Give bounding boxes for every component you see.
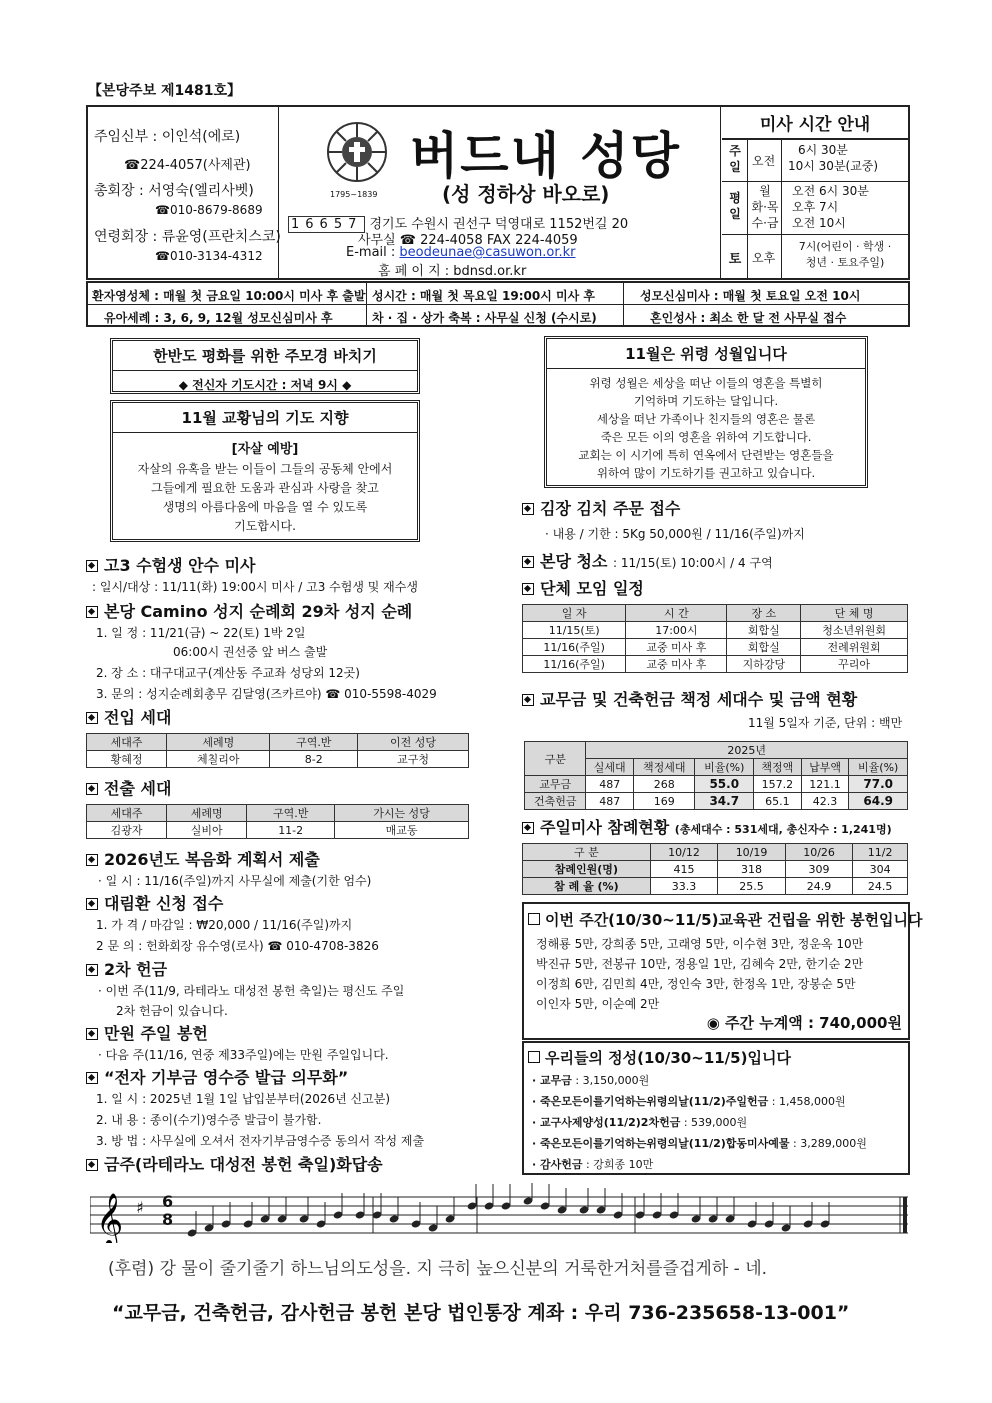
youth-info: 연령회장 : 류윤영(프란치스코) — [94, 229, 281, 245]
camino-line-1: 1. 일 정 : 11/21(금) ~ 22(토) 1박 2일 — [96, 626, 306, 640]
souls-text: 위령 성월은 세상을 떠난 이들의 영혼을 특별히 기억하며 기도하는 달입니다. 세상을 떠난 가족이나 친지들의 영혼은 물론 죽은 모든 이의 영혼을 위하여 기도합니다. 교회는 이 시기에 특히 연옥에서 단련받는 영혼들을 위하여 많이 기도하기를 권고하고 있습니다. — [578, 376, 834, 480]
info-marian-mass: 성모신심미사 : 매월 첫 토요일 오전 10시 — [640, 289, 861, 303]
exam-mass-heading: 고3 수험생 안수 미사 — [86, 553, 256, 576]
dues-table: 구분 2025년 실세대 책정세대 비율(%) 책정액 납부액 비율(%) 교무금 487 268 55.0 157.2 121.1 77.0 건축헌금 487 169 34.7 65.1 42.3 64.9 — [524, 741, 908, 810]
attendance-table: 구 분 10/12 10/19 10/26 11/2 참례인원(명) 415 318 309 304 참 례 율 (%) 33.3 25.5 24.9 24.5 — [522, 843, 908, 895]
info-marriage: 혼인성사 : 최소 한 달 전 사무실 접수 — [650, 311, 847, 325]
chair-phone: ☎010-8679-8689 — [155, 203, 263, 217]
zip-code: 16657 — [288, 216, 365, 233]
advent-wreath-heading: 대림환 신청 접수 — [86, 891, 223, 914]
mass-times-title: 미사 시간 안내 — [722, 110, 908, 140]
offerings-box — [522, 1041, 910, 1175]
info-holy-hour: 성시간 : 매월 첫 목요일 19:00시 미사 후 — [372, 289, 595, 303]
building-donation-box — [522, 902, 923, 1040]
pope-intention-box — [110, 400, 420, 542]
bank-account-footer: “교무금, 건축헌금, 감사헌금 봉헌 본당 법인통장 계좌 : 우리 736-235658-13-001” — [112, 1302, 850, 1324]
second-collection-heading: 2차 헌금 — [86, 957, 167, 980]
list-item: · 죽은모든이를기억하는위령의날(11/2)합동미사예물 : 3,289,000원 — [532, 1137, 867, 1150]
pope-sub: [자살 예방] — [231, 442, 299, 457]
saturday-pm: 오후 — [752, 251, 776, 265]
manwon-text: · 다음 주(11/16, 연중 제33주일)에는 만원 주일입니다. — [98, 1048, 389, 1062]
info-sick-communion: 환자영성체 : 매월 첫 금요일 10:00시 미사 후 출발 — [92, 289, 366, 303]
table-row: 참례인원(명) 415 318 309 304 — [523, 861, 908, 878]
moveout-heading: 전출 세대 — [86, 776, 171, 799]
weekday-days: 월 화·목 수·금 — [751, 184, 779, 230]
info-infant-baptism: 유아세례 : 3, 6, 9, 12월 성모신심미사 후 — [104, 311, 333, 325]
kimchi-text: · 내용 / 기한 : 5Kg 50,000원 / 11/16(주일)까지 — [545, 527, 805, 541]
address: 16657 경기도 수원시 권선구 덕영대로 1152번길 20 — [288, 213, 628, 232]
group-schedule-heading: 단체 모임 일정 — [522, 576, 644, 599]
chair-info: 총회장 : 서영숙(엘리사벳) — [94, 183, 254, 199]
table-row: 참 례 율 (%) 33.3 25.5 24.9 24.5 — [523, 878, 908, 895]
sunday-am: 오전 — [752, 154, 776, 168]
kimchi-heading: 김장 김치 주문 접수 — [522, 496, 680, 519]
camino-line-2: 06:00시 권선중 앞 버스 출발 — [173, 645, 328, 659]
info-blessing: 차 · 집 · 상가 축복 : 사무실 신청 (수시로) — [372, 311, 597, 325]
second-line-2: 2차 헌금이 있습니다. — [116, 1004, 228, 1018]
offerings-heading: 우리들의 정성(10/30~11/5)입니다 — [528, 1047, 908, 1068]
church-logo-icon — [322, 120, 392, 190]
building-heading: 이번 주간(10/30~11/5)교육관 건립을 위한 봉헌입니다 — [528, 909, 908, 930]
psalm-heading: 금주(라테라노 대성전 봉헌 축일)화답송 — [86, 1152, 383, 1175]
table-row: 11/16(주일) 교중 미사 후 지하강당 꾸리아 — [523, 656, 908, 673]
building-donors: 정해룡 5만, 강희종 5만, 고래영 5만, 이수현 3만, 정운옥 10만 박진규 5만, 전봉규 10만, 정용일 1만, 김혜숙 2만, 한기순 2만 이정희 6만, 김민희 4만, 정인숙 3만, 한정옥 1만, 장봉순 5만 이인자 5만, 이순예 2만 — [536, 937, 864, 1011]
dues-heading: 교무금 및 건축헌금 책정 세대수 및 금액 현황 — [522, 687, 857, 710]
email-link[interactable]: beodeunae@casuwon.or.kr — [399, 245, 576, 260]
receipt-line-3: 3. 방 법 : 사무실에 오셔서 전자기부금영수증 동의서 작성 제출 — [96, 1134, 425, 1148]
peace-title: 한반도 평화를 위한 주모경 바치기 — [113, 345, 417, 371]
email-line: E-mail : beodeunae@casuwon.or.kr — [346, 245, 576, 260]
plan-heading: 2026년도 복음화 계획서 제출 — [86, 847, 320, 870]
svg-text:♯: ♯ — [136, 1198, 144, 1217]
table-row: 11/16(주일) 교중 미사 후 회합실 전례위원회 — [523, 639, 908, 656]
exam-mass-text: : 일시/대상 : 11/11(화) 19:00시 미사 / 고3 수험생 및 재수생 — [92, 580, 418, 594]
cleaning-heading: 본당 청소 : 11/15(토) 10:00시 / 4 구역 — [522, 549, 773, 572]
homepage[interactable]: 홈 페 이 지 : bdnsd.or.kr — [378, 264, 527, 279]
sunday-times: 6시 30분 10시 30분(교중) — [788, 143, 879, 173]
advent-line-2: 2 문 의 : 헌화회장 유수영(로사) ☎ 010-4708-3826 — [96, 939, 379, 953]
dues-note: 11월 5일자 기준, 단위 : 백만 — [748, 716, 903, 730]
manwon-heading: 만원 주일 봉헌 — [86, 1021, 208, 1044]
saturday-times: 7시(어린이 · 학생 · 청년 · 토요주일) — [798, 240, 892, 269]
peace-prayer-box — [110, 338, 420, 394]
youth-phone: ☎010-3134-4312 — [155, 249, 263, 263]
table-row: 11/15(토) 17:00시 회합실 청소년위원회 — [523, 622, 908, 639]
camino-line-3: 2. 장 소 : 대구대교구(계산동 주교좌 성당외 12곳) — [96, 666, 360, 680]
saturday-label: 토 — [728, 252, 742, 267]
movein-table: 세대주 세례명 구역.반 이전 성당 황혜정 체칠리아 8-2 교구청 — [86, 733, 469, 768]
weekday-times: 오전 6시 30분 오후 7시 오전 10시 — [792, 184, 869, 230]
peace-sub: ◆ 전신자 기도시간 : 저녁 9시 ◆ — [178, 378, 352, 392]
advent-line-1: 1. 가 격 / 마감일 : ₩20,000 / 11/16(주일)까지 — [96, 918, 353, 932]
table-row: 김광자 실비아 11-2 매교동 — [87, 822, 469, 839]
list-item: · 교구사제양성(11/2)2차헌금 : 539,000원 — [532, 1116, 748, 1129]
weekday-label: 평일 — [729, 191, 741, 221]
group-schedule-table: 일 자 시 간 장 소 단 체 명 11/15(토) 17:00시 회합실 청소년위원회 11/16(주일) 교중 미사 후 회합실 전례위원회 11/16(주일) 교중 미사 후 지하강당 꾸리아 — [522, 604, 908, 673]
psalm-lyrics: (후렴) 강 물이 줄기줄기 하느님의도성을. 지 극히 높으신분의 거룩한거처를즐겁게하 - 네. — [108, 1259, 768, 1279]
attendance-heading: 주일미사 참례현황 (총세대수 : 531세대, 총신자수 : 1,241명) — [522, 815, 892, 838]
camino-line-4: 3. 문의 : 성지순례회총무 김달영(즈카르야) ☎ 010-5598-4029 — [96, 687, 437, 701]
receipt-heading: “전자 기부금 영수증 발급 의무화” — [86, 1065, 348, 1088]
receipt-line-1: 1. 일 시 : 2025년 1월 1일 납입분부터(2026년 신고분) — [96, 1092, 391, 1106]
offerings-list — [532, 1070, 908, 1175]
receipt-line-2: 2. 내 용 : 종이(수기)영수증 발급이 불가함. — [96, 1113, 322, 1127]
church-name: 버드내 성당 — [410, 127, 681, 185]
office-phone: 사무실 ☎ 224-4058 FAX 224-4059 — [358, 233, 578, 248]
table-row: 교무금 487 268 55.0 157.2 121.1 77.0 — [525, 776, 908, 793]
list-item: · 감사헌금 : 강희종 10만 — [532, 1158, 654, 1171]
camino-heading: 본당 Camino 성지 순례회 29차 성지 순례 — [86, 599, 412, 622]
sunday-label: 주일 — [729, 144, 741, 174]
time-signature: 6 8 — [162, 1192, 174, 1229]
plan-text: · 일 시 : 11/16(주일)까지 사무실에 제출(기한 엄수) — [98, 874, 372, 888]
building-total: ◉ 주간 누계액 : 740,000원 — [706, 1014, 902, 1032]
bulletin-number: 【본당주보 제1481호】 — [88, 83, 241, 99]
moveout-table: 세대주 세례명 구역.반 가시는 성당 김광자 실비아 11-2 매교동 — [86, 804, 469, 839]
souls-title: 11월은 위령 성월입니다 — [547, 343, 865, 369]
movein-heading: 전입 세대 — [86, 705, 171, 728]
music-staff — [90, 1183, 910, 1243]
table-row: 황혜정 체칠리아 8-2 교구청 — [87, 751, 469, 768]
pope-title: 11월 교황님의 기도 지향 — [113, 407, 417, 433]
treble-clef-icon: 𝄞 — [96, 1192, 124, 1243]
list-item: · 교무금 : 3,150,000원 — [532, 1074, 650, 1087]
priest-info: 주임신부 : 이인석(에로) — [94, 129, 241, 145]
list-item: · 죽은모든이를기억하는위령의날(11/2)주일헌금 : 1,458,000원 — [532, 1095, 846, 1108]
souls-month-box — [544, 336, 868, 488]
patron-name: (성 정하상 바오로) — [442, 182, 610, 206]
table-row: 건축헌금 487 169 34.7 65.1 42.3 64.9 — [525, 793, 908, 810]
logo-year: 1795~1839 — [330, 190, 378, 199]
second-line-1: · 이번 주(11/9, 라테라노 대성전 봉헌 축일)는 평신도 주일 — [98, 984, 405, 998]
pope-text: 자살의 유혹을 받는 이들이 그들의 공동체 안에서 그들에게 필요한 도움과 관심과 사랑을 찾고 생명의 아름다움에 마음을 열 수 있도록 기도합시다. — [137, 462, 393, 533]
priest-phone: ☎224-4057(사제관) — [124, 158, 251, 173]
